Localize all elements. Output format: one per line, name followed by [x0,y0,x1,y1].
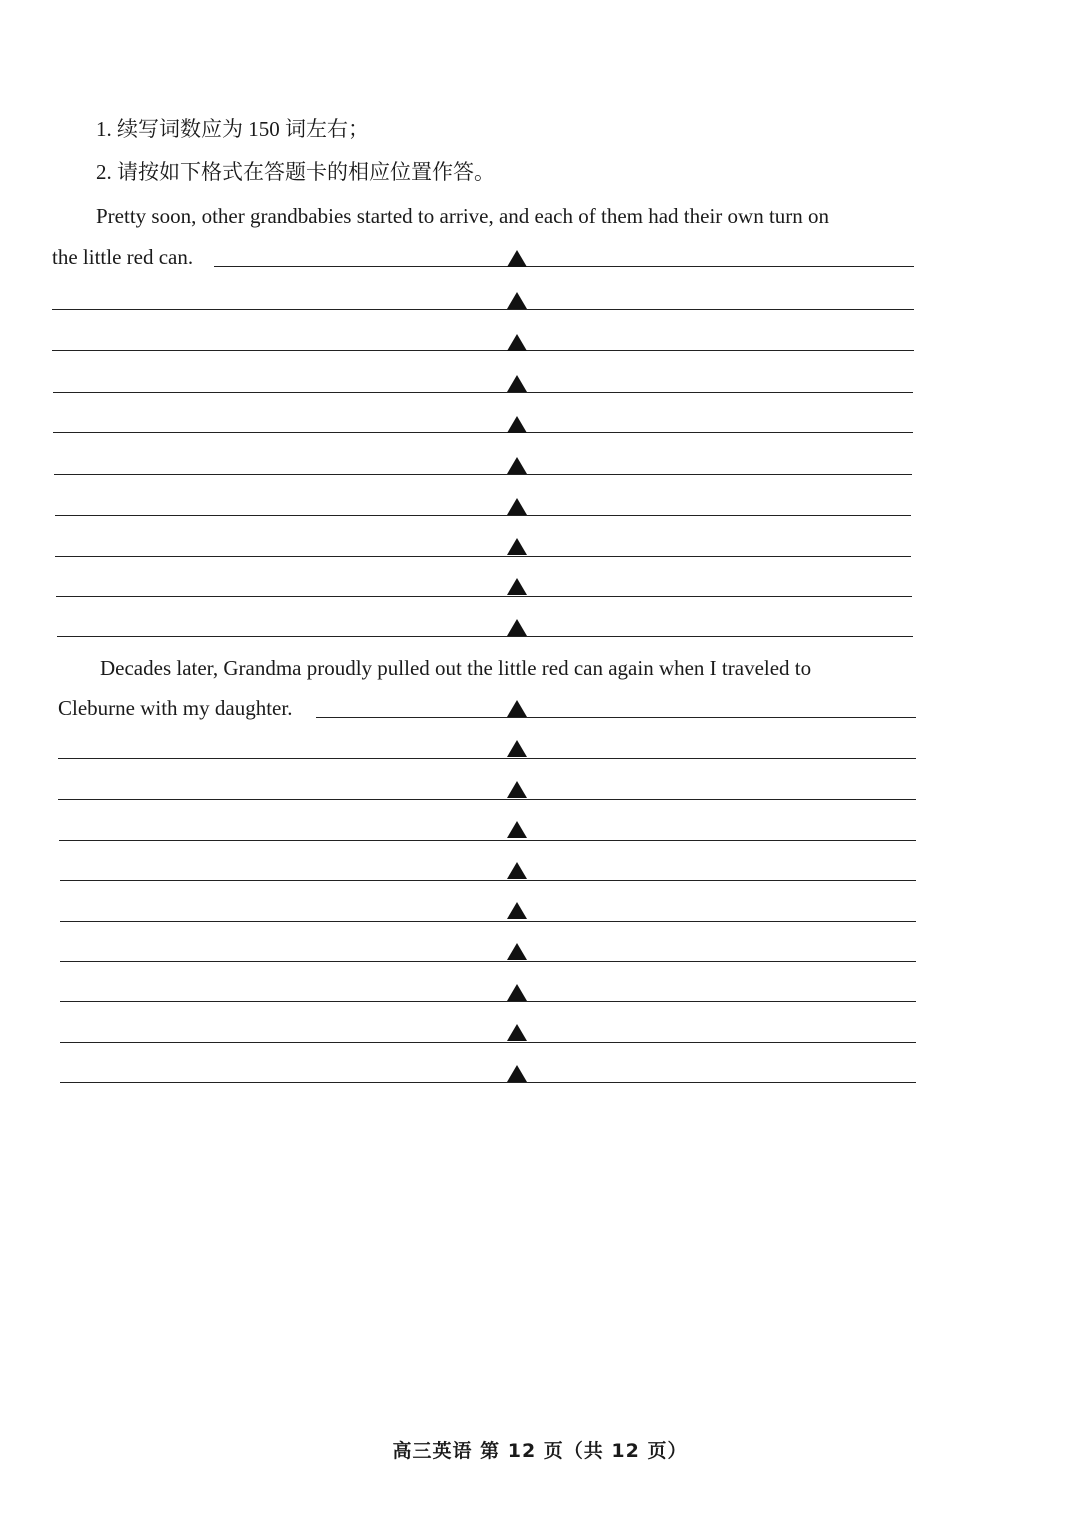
answer-line[interactable] [60,961,916,962]
answer-line[interactable] [54,474,912,475]
answer-line[interactable] [60,880,916,881]
triangle-marker-icon [507,740,527,757]
answer-line[interactable] [60,1042,916,1043]
triangle-marker-icon [507,1024,527,1041]
triangle-marker-icon [507,902,527,919]
requirement-2: 2. 请按如下格式在答题卡的相应位置作答。 [96,160,495,184]
triangle-marker-icon [507,700,527,717]
triangle-marker-icon [507,334,527,351]
section2-opening-line1: Decades later, Grandma proudly pulled out the little red can again when I traveled to [100,656,812,680]
answer-line[interactable] [55,556,911,557]
answer-line[interactable] [214,266,914,267]
answer-line[interactable] [57,636,913,637]
triangle-marker-icon [507,862,527,879]
answer-line[interactable] [58,758,916,759]
requirement-1: 1. 续写词数应为 150 词左右； [96,117,369,141]
answer-line[interactable] [58,799,916,800]
triangle-marker-icon [507,821,527,838]
page-footer: 高三英语 第 12 页（共 12 页） [392,1440,688,1462]
triangle-marker-icon [507,292,527,309]
answer-line[interactable] [52,309,914,310]
triangle-marker-icon [507,984,527,1001]
triangle-marker-icon [507,375,527,392]
answer-line[interactable] [55,515,911,516]
triangle-marker-icon [507,578,527,595]
section2-opening-line2: Cleburne with my daughter. [58,696,293,720]
triangle-marker-icon [507,498,527,515]
triangle-marker-icon [507,250,527,267]
answer-line[interactable] [56,596,912,597]
answer-line[interactable] [316,717,916,718]
triangle-marker-icon [507,416,527,433]
answer-line[interactable] [60,921,916,922]
triangle-marker-icon [507,619,527,636]
answer-line[interactable] [52,350,914,351]
triangle-marker-icon [507,538,527,555]
triangle-marker-icon [507,943,527,960]
triangle-marker-icon [507,1065,527,1082]
triangle-marker-icon [507,457,527,474]
answer-line[interactable] [60,1001,916,1002]
answer-line[interactable] [60,1082,916,1083]
answer-line[interactable] [53,432,913,433]
answer-line[interactable] [59,840,916,841]
answer-line[interactable] [53,392,913,393]
section1-opening-line2: the little red can. [52,245,194,269]
section1-opening-line1: Pretty soon, other grandbabies started to arrive, and each of them had their own turn on [96,204,830,228]
triangle-marker-icon [507,781,527,798]
